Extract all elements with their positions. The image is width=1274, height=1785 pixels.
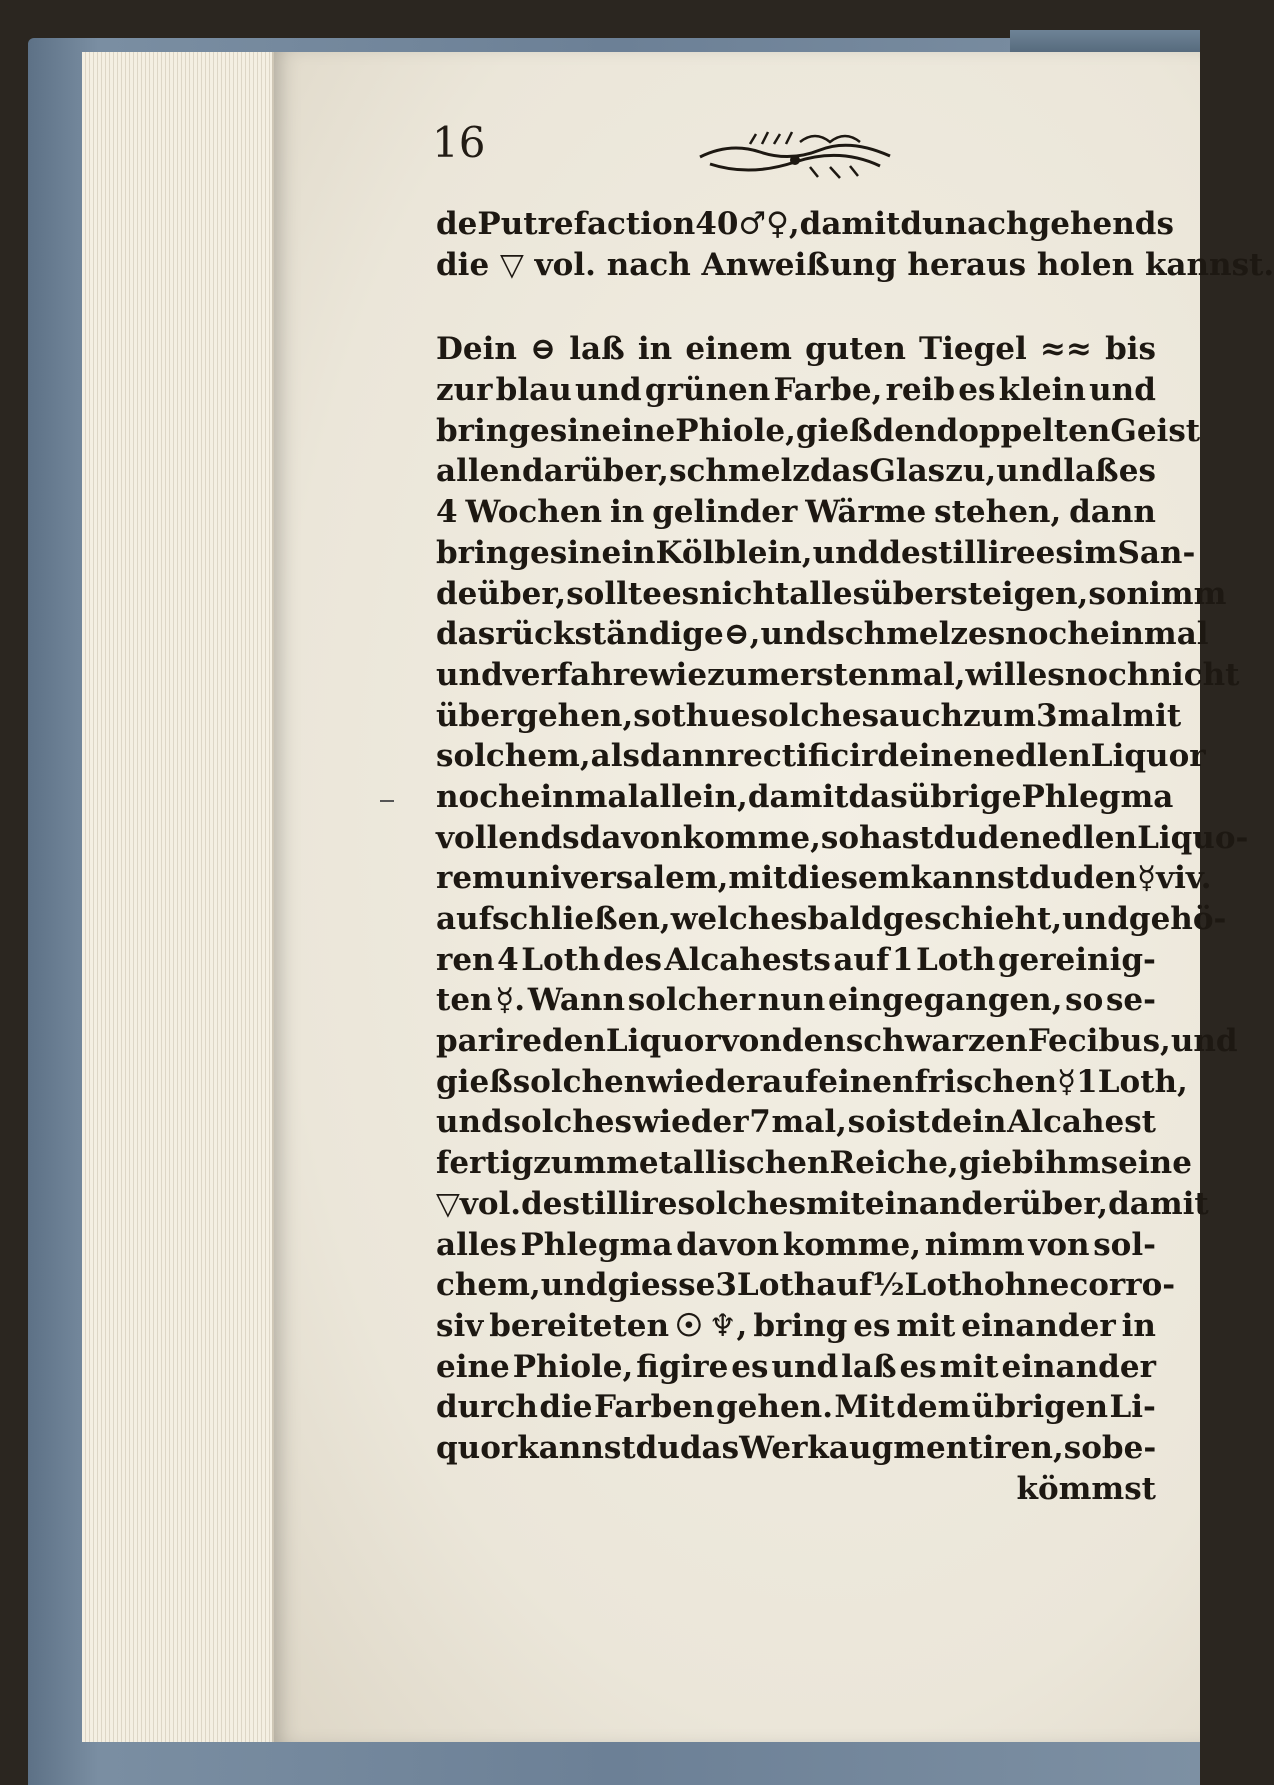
word: 3: [1036, 697, 1058, 734]
word: ♆,: [708, 1307, 748, 1344]
word: kannst: [910, 860, 1029, 897]
word: du: [900, 206, 945, 242]
word: du: [1028, 860, 1074, 897]
word: mit: [896, 1307, 956, 1344]
word: das: [809, 453, 870, 490]
word: in: [567, 534, 602, 571]
text-line: [436, 980, 1156, 1021]
word: du: [635, 1429, 680, 1466]
word: schmelz: [669, 453, 810, 490]
word: ren: [436, 941, 495, 978]
word: nicht: [699, 575, 790, 612]
word: edlen: [995, 738, 1091, 775]
word: ☿.: [495, 982, 526, 1019]
word: reib: [885, 372, 956, 409]
word: ☿: [1137, 860, 1157, 897]
word: will: [965, 656, 1028, 693]
word: schwarzen: [845, 1023, 1028, 1060]
word: 40: [695, 206, 739, 242]
text-line: [436, 411, 1201, 452]
word: giesse: [607, 1267, 716, 1304]
word: thue: [671, 697, 751, 734]
word: es: [530, 412, 568, 449]
word: und: [574, 372, 642, 409]
word: corro-: [1069, 1267, 1176, 1304]
word: deinen: [877, 738, 996, 775]
word: 7: [749, 1104, 771, 1141]
word: bring: [436, 412, 530, 449]
word: es: [731, 1348, 769, 1385]
word: und: [760, 616, 828, 653]
word: Glas: [869, 453, 946, 490]
word: übrigen: [971, 1389, 1109, 1426]
word: komme,: [782, 1226, 922, 1263]
word: einem: [685, 331, 792, 368]
text-line: [436, 1347, 1156, 1388]
word: eine: [601, 412, 676, 449]
word: allein,: [639, 778, 748, 815]
word: zum: [533, 1145, 607, 1182]
word: edlen: [1041, 819, 1138, 856]
word: so: [1065, 982, 1104, 1019]
word: sol-: [1093, 1226, 1156, 1263]
word: chem,: [436, 1267, 541, 1304]
word: Loth: [521, 941, 601, 978]
word: aufschließen,: [436, 901, 671, 937]
text-line: [436, 451, 1156, 492]
word: gehen.: [716, 1389, 833, 1426]
word: solcher: [627, 982, 756, 1019]
paragraph-1: [436, 204, 1274, 285]
word: auch: [879, 697, 964, 734]
word: frischen: [914, 1063, 1058, 1100]
word: das: [436, 616, 496, 653]
word: mit: [805, 1185, 865, 1222]
word: rem: [436, 860, 505, 897]
word: laß: [841, 1348, 897, 1385]
word: parire: [436, 1023, 542, 1060]
word: gieb: [958, 1145, 1034, 1182]
word: es: [899, 1348, 937, 1385]
word: Liquo-: [1137, 819, 1249, 856]
word: diesem: [787, 860, 911, 897]
word: Wann: [527, 982, 626, 1019]
word: so: [1088, 575, 1127, 612]
word: übrige: [907, 778, 1022, 815]
text-line: [436, 818, 1249, 859]
word: Loth: [904, 1267, 984, 1304]
text-line: [436, 1265, 1176, 1306]
word: alsdann: [590, 738, 727, 775]
word: Phlegma: [520, 1226, 673, 1263]
word: du: [933, 819, 978, 856]
word: destillire: [521, 1185, 678, 1222]
word: laß: [569, 331, 625, 368]
word: in: [567, 412, 602, 449]
text-line: [436, 655, 1240, 696]
word: Reiche,: [829, 1145, 959, 1182]
word: 1: [891, 941, 914, 978]
word: de: [436, 206, 478, 242]
text-line: [436, 1021, 1238, 1062]
word: eingegangen,: [828, 982, 1063, 1019]
word: viv.: [1156, 860, 1212, 897]
word: durch: [436, 1389, 538, 1426]
word: auf: [762, 1063, 819, 1100]
word: rückständige: [495, 616, 724, 653]
word: Phiole,: [512, 1348, 634, 1385]
word: 4: [436, 494, 458, 531]
word: Wärme: [805, 494, 927, 531]
word: die: [539, 1389, 593, 1426]
word: metallischen: [606, 1145, 830, 1182]
word: solchen: [512, 1063, 647, 1100]
page-edges: [82, 52, 274, 1742]
word: vol.: [534, 246, 596, 283]
word: nicht: [1149, 656, 1240, 693]
text-line: [436, 329, 1156, 370]
word: nun: [757, 982, 826, 1019]
word: laß: [1063, 453, 1119, 490]
word: und: [1089, 372, 1156, 409]
word: ☉: [675, 1307, 703, 1344]
word: so: [633, 697, 672, 734]
word: einander: [1001, 1348, 1156, 1385]
word: nimm: [1126, 575, 1227, 612]
word: noch: [1064, 656, 1150, 693]
word: und: [996, 453, 1064, 490]
word: und: [540, 1267, 608, 1304]
word: solches: [677, 1185, 806, 1222]
text-line: [436, 492, 1156, 533]
text-line: [436, 245, 1274, 286]
word: Loth,: [1097, 1063, 1188, 1100]
word: solches: [503, 1104, 632, 1141]
word: heraus: [907, 246, 1027, 283]
text-line: [436, 574, 1227, 615]
word: se-: [1105, 982, 1156, 1019]
body-text: [436, 204, 1274, 1509]
word: von: [1028, 1226, 1090, 1263]
word: ≈≈: [1039, 331, 1092, 368]
word: 4: [497, 941, 519, 978]
word: Anweißung: [701, 246, 897, 283]
word: nachgehends: [944, 206, 1174, 242]
word: dann: [1069, 494, 1156, 531]
word: einander: [864, 1185, 1020, 1222]
word: solchem,: [436, 738, 591, 775]
word: so: [820, 819, 860, 856]
word: doppelten: [936, 412, 1111, 449]
word: damit: [1108, 1185, 1209, 1222]
paragraph-gap: [436, 285, 1156, 329]
word: guten: [805, 331, 906, 368]
text-line: [436, 899, 1227, 940]
word: hast: [859, 819, 934, 856]
word: 3: [715, 1267, 737, 1304]
word: davon: [676, 1226, 780, 1263]
word: dein: [930, 1104, 1007, 1141]
word: siv: [436, 1307, 484, 1344]
word: es: [853, 1307, 891, 1344]
word: ten: [436, 982, 493, 1019]
word: blau: [495, 372, 572, 409]
word: ♂♀,: [738, 206, 800, 242]
word: Loth: [915, 941, 996, 978]
word: Dein: [436, 331, 517, 368]
word: des: [603, 941, 662, 978]
word: Mit: [834, 1389, 895, 1426]
word: schmelz: [827, 616, 969, 653]
word: ▽: [436, 1185, 460, 1222]
word: die: [436, 246, 490, 283]
word: auf: [816, 1267, 873, 1304]
text-line: [436, 1143, 1192, 1184]
word: in: [609, 494, 645, 531]
word: vollends: [436, 819, 580, 856]
word: nach: [606, 246, 691, 283]
word: Liquor: [605, 1023, 721, 1060]
word: Geist: [1110, 412, 1201, 449]
word: bereiteten: [489, 1307, 670, 1344]
text-line: [436, 1225, 1156, 1266]
word: universalem,: [504, 860, 729, 897]
word: sollte: [566, 575, 662, 612]
word: und: [771, 1348, 839, 1385]
word: zum: [707, 656, 780, 693]
word: ⊖,: [723, 616, 761, 653]
word: Phlegma: [1021, 778, 1174, 815]
word: Fecibus,: [1027, 1023, 1171, 1060]
word: geschieht,: [882, 901, 1063, 937]
word: bring: [436, 534, 530, 571]
header-ornament: [690, 122, 900, 182]
word: bring: [753, 1307, 848, 1344]
word: Alcahests: [664, 941, 831, 978]
text-line: [436, 533, 1196, 574]
word: ein: [601, 534, 656, 571]
word: rectificir: [726, 738, 878, 775]
text-line: [436, 1387, 1156, 1428]
word: über,: [1019, 1185, 1109, 1222]
word: mit: [939, 1348, 999, 1385]
catchword-line: [436, 1469, 1156, 1510]
word: Farben: [593, 1389, 715, 1426]
word: das: [679, 1429, 740, 1466]
word: und: [436, 656, 503, 693]
text-line: [436, 1428, 1156, 1469]
word: den: [1073, 860, 1138, 897]
word: gereinig-: [997, 941, 1156, 978]
word: mal: [1057, 697, 1123, 734]
word: holen: [1036, 246, 1135, 283]
word: welches: [670, 901, 808, 937]
word: Li-: [1109, 1389, 1156, 1426]
text-line: [436, 858, 1212, 899]
word: stehen,: [934, 494, 1062, 531]
catchword: kömmst: [1016, 1470, 1156, 1507]
word: Phiole,: [675, 412, 796, 449]
word: und: [436, 1104, 503, 1141]
word: noch: [1005, 616, 1090, 653]
word: nimm: [924, 1226, 1025, 1263]
word: klein: [998, 372, 1086, 409]
page-number: 16: [432, 118, 486, 167]
word: einander: [961, 1307, 1116, 1344]
word: einmal: [1089, 616, 1209, 653]
word: im: [1072, 534, 1118, 571]
word: Farbe,: [773, 372, 883, 409]
word: komme,: [682, 819, 821, 856]
text-line: [436, 736, 1206, 777]
word: ohne: [983, 1267, 1070, 1304]
word: alles: [436, 1226, 517, 1263]
word: erstenmal,: [780, 656, 966, 693]
word: Kölblein,: [655, 534, 813, 571]
word: Liquor: [1090, 738, 1206, 775]
word: so: [847, 1104, 886, 1141]
word: ▽: [499, 246, 524, 283]
text-line: [436, 614, 1209, 655]
word: allen: [436, 453, 522, 490]
word: Alcahest: [1007, 1104, 1156, 1141]
word: den: [781, 1023, 846, 1060]
word: davon: [579, 819, 683, 856]
word: darüber,: [522, 453, 669, 490]
word: den: [541, 1023, 606, 1060]
word: ⊖: [530, 331, 557, 368]
word: auf: [833, 941, 890, 978]
word: bald: [807, 901, 883, 937]
word: ½: [872, 1267, 905, 1304]
word: in: [1121, 1307, 1156, 1344]
text-line: [436, 1184, 1209, 1225]
word: eine: [436, 1348, 510, 1385]
word: damit: [799, 206, 901, 242]
word: den: [872, 412, 937, 449]
word: alles: [789, 575, 871, 612]
word: mit: [728, 860, 788, 897]
word: dem: [896, 1389, 971, 1426]
word: Werk: [739, 1429, 829, 1466]
word: übergehen,: [436, 697, 634, 734]
word: es: [530, 534, 568, 571]
word: Wochen: [465, 494, 603, 531]
margin-mark: [380, 800, 394, 802]
word: destillire: [879, 534, 1036, 571]
word: das: [848, 778, 908, 815]
word: und: [812, 534, 880, 571]
word: zu,: [945, 453, 997, 490]
word: augmentiren,: [828, 1429, 1064, 1466]
word: so: [1063, 1429, 1102, 1466]
word: es: [958, 372, 996, 409]
word: es: [968, 616, 1006, 653]
word: vol.: [459, 1185, 522, 1222]
word: Tiegel: [919, 331, 1027, 368]
text-line: [436, 777, 1174, 818]
word: damit: [747, 778, 849, 815]
word: in: [637, 331, 673, 368]
word: es: [661, 575, 700, 612]
word: solches: [750, 697, 880, 734]
word: Loth: [736, 1267, 817, 1304]
word: fertig: [436, 1145, 534, 1182]
word: kannst.: [1144, 246, 1274, 283]
word: wieder: [646, 1063, 763, 1100]
word: gieß: [795, 412, 873, 449]
word: grünen: [644, 372, 771, 409]
word: den: [977, 819, 1042, 856]
word: und: [1062, 901, 1129, 937]
word: gehö-: [1128, 901, 1227, 937]
word: über,: [477, 575, 567, 612]
word: es: [1035, 534, 1073, 571]
word: ihm: [1033, 1145, 1101, 1182]
word: gelinder: [652, 494, 798, 531]
word: mal,: [771, 1104, 847, 1141]
word: ist: [886, 1104, 931, 1141]
word: seine: [1100, 1145, 1192, 1182]
word: quor: [436, 1429, 518, 1466]
word: figire: [636, 1348, 729, 1385]
word: bis: [1105, 331, 1156, 368]
word: 1: [1076, 1063, 1098, 1100]
word: wie: [648, 656, 708, 693]
word: wieder: [632, 1104, 749, 1141]
text-line: [436, 1062, 1188, 1103]
word: einmal: [520, 778, 640, 815]
word: be-: [1101, 1429, 1157, 1466]
word: de: [436, 575, 478, 612]
text-line: [436, 370, 1156, 411]
text-line: [436, 696, 1182, 737]
text-line: [436, 1306, 1156, 1347]
word: zur: [436, 372, 493, 409]
word: verfahre: [502, 656, 649, 693]
word: noch: [436, 778, 521, 815]
text-line: [436, 1102, 1156, 1143]
word: Putrefaction: [477, 206, 696, 242]
word: übersteigen,: [870, 575, 1089, 612]
word: kannst: [517, 1429, 636, 1466]
word: und: [1170, 1023, 1238, 1060]
text-line: [436, 940, 1156, 981]
word: gieß: [436, 1063, 513, 1100]
word: zum: [963, 697, 1037, 734]
text-line: [436, 204, 1174, 245]
word: ☿: [1057, 1063, 1077, 1100]
word: von: [720, 1023, 782, 1060]
word: einen: [818, 1063, 915, 1100]
word: San-: [1117, 534, 1196, 571]
word: mit: [1122, 697, 1182, 734]
word: es: [1027, 656, 1065, 693]
paragraph-2: [436, 329, 1249, 1468]
word: es: [1118, 453, 1156, 490]
